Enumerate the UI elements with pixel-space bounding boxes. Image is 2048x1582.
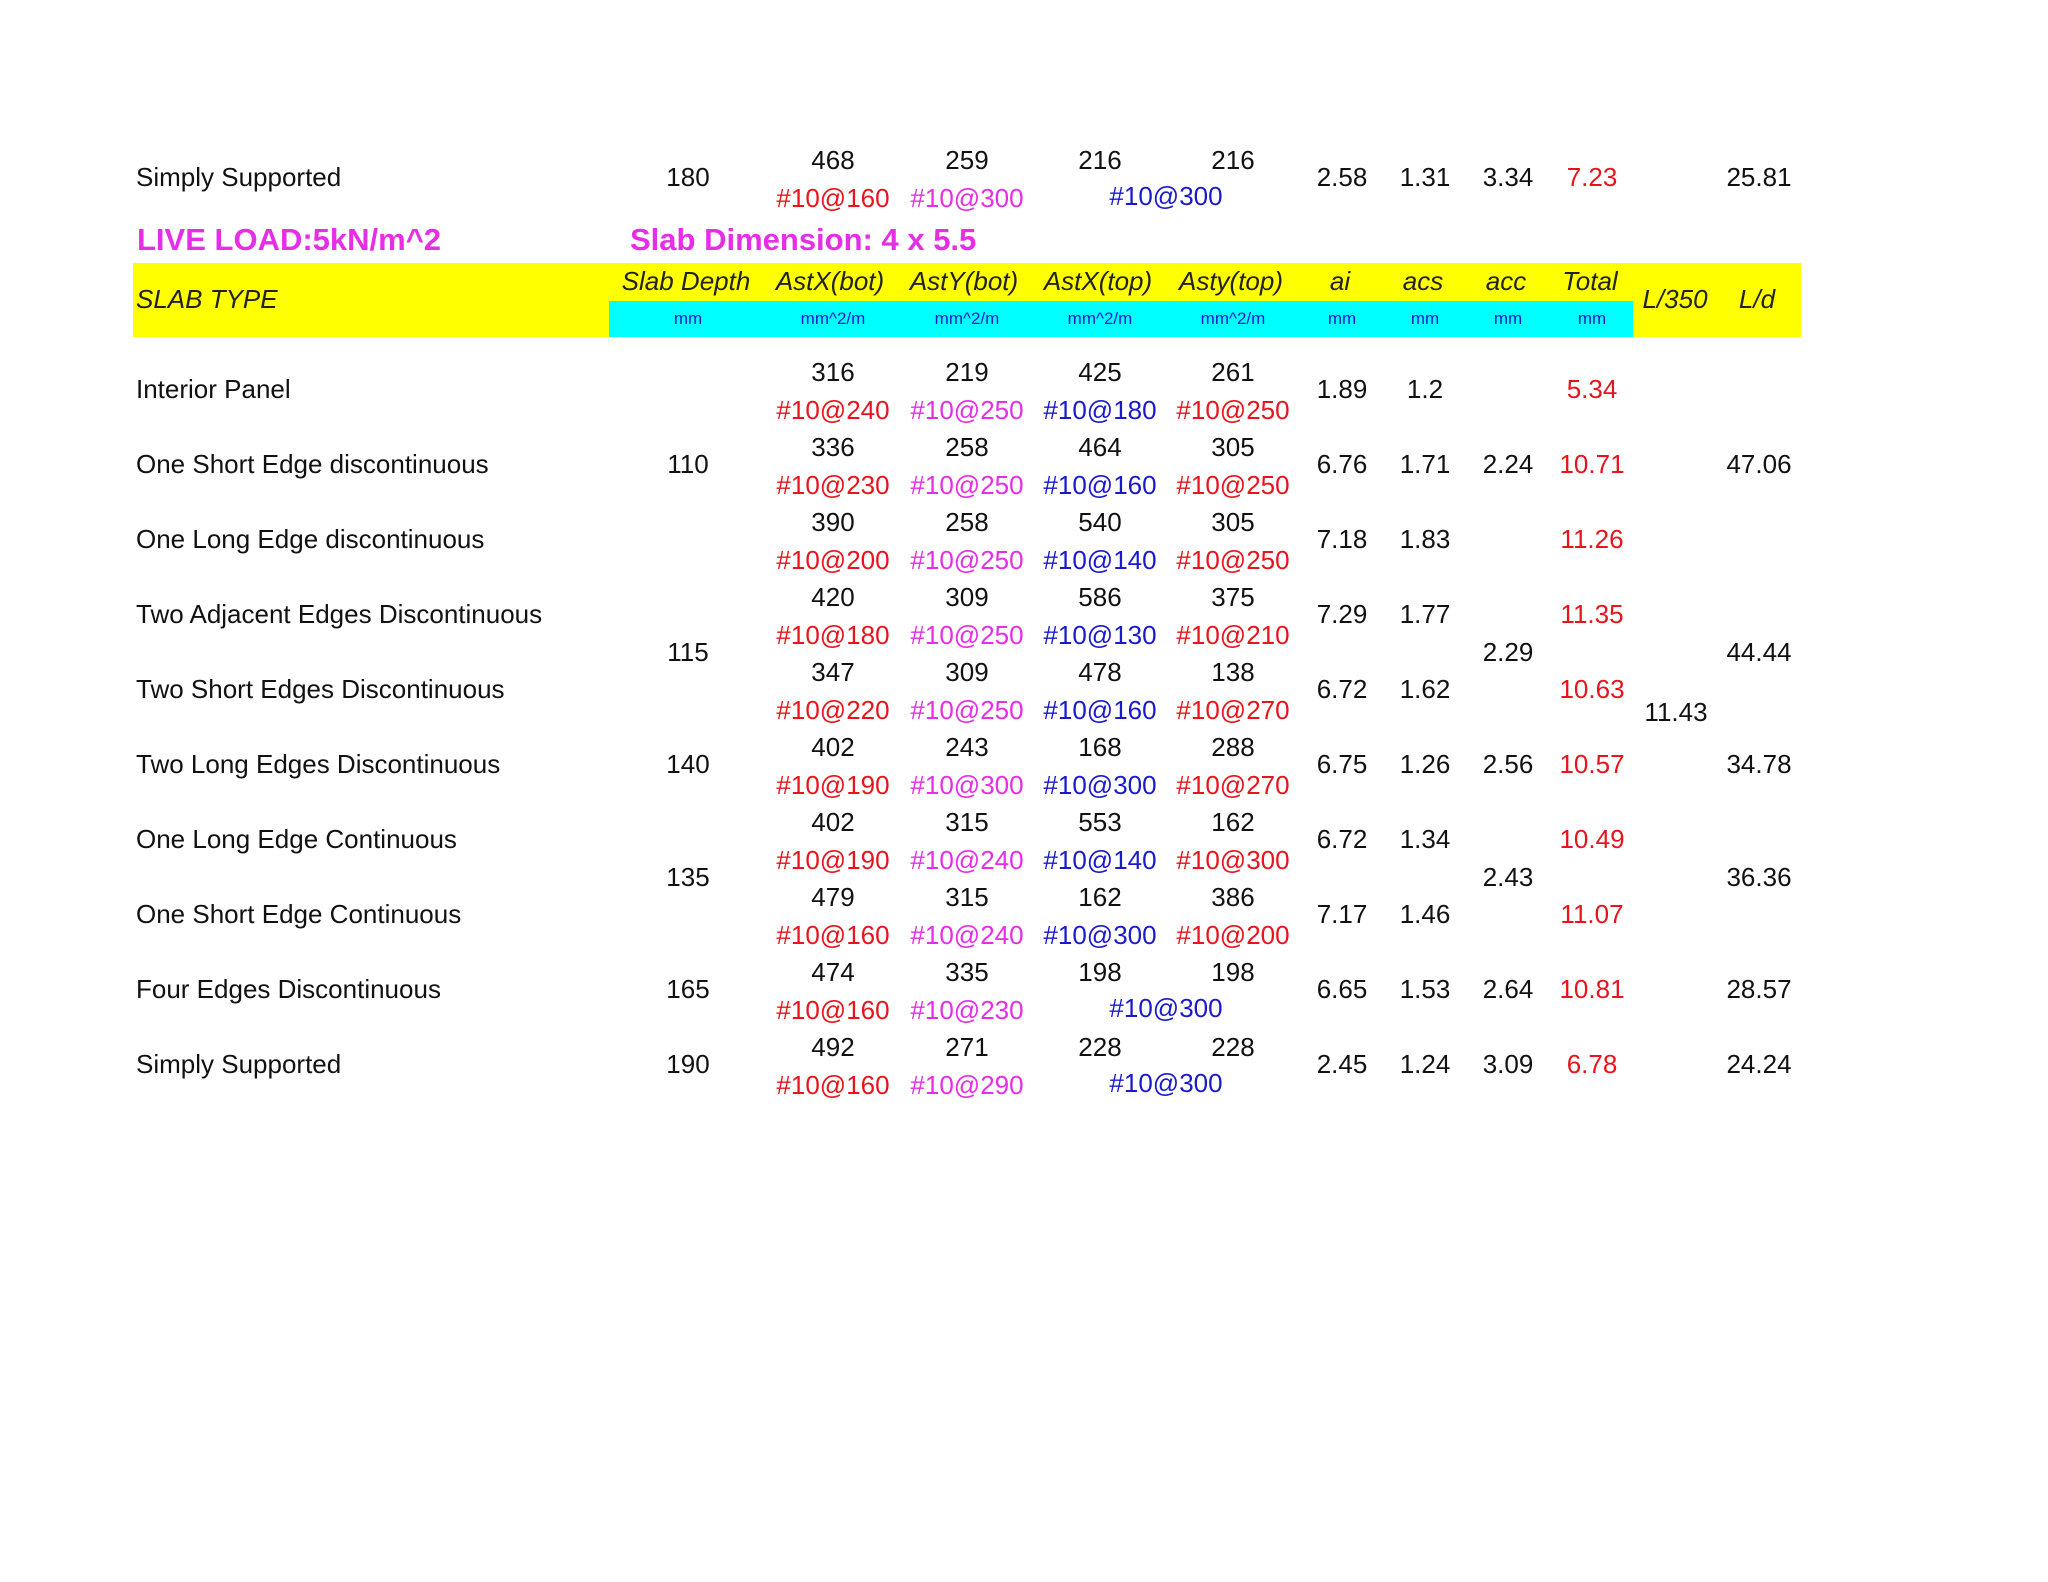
- row-astx-bot: 420: [811, 582, 855, 612]
- row-total: 5.34: [1566, 374, 1618, 404]
- row-astx-bot-bar: #10@220: [776, 695, 890, 725]
- row-asty-bot-bar: #10@250: [910, 545, 1024, 575]
- header-slab-type: SLAB TYPE: [136, 284, 278, 314]
- row-astx-top: 425: [1078, 357, 1122, 387]
- row-asty-bot-bar: #10@230: [910, 995, 1024, 1025]
- row-asty-top-bar: #10@270: [1176, 770, 1290, 800]
- row-slab-type: One Long Edge Continuous: [136, 824, 457, 854]
- row-astx-top: 228: [1078, 1032, 1122, 1062]
- row-astx-bot: 316: [811, 357, 855, 387]
- unit-asty-top: mm^2/m: [1200, 309, 1266, 328]
- row-acs: 1.34: [1399, 824, 1451, 854]
- row-astx-bot: 479: [811, 882, 855, 912]
- row-astx-top-bar: #10@130: [1043, 620, 1157, 650]
- row-astx-top-bar: #10@160: [1043, 695, 1157, 725]
- row-astx-bot-bar: #10@160: [776, 995, 890, 1025]
- row-slab-type: Two Long Edges Discontinuous: [136, 749, 501, 779]
- top-row-astx-bot-bar: #10@160: [776, 183, 890, 213]
- top-row-asty-bot: 259: [945, 145, 989, 175]
- row-top-bar: #10@300: [1109, 993, 1223, 1023]
- row-total: 11.35: [1560, 599, 1624, 629]
- row-asty-bot: 309: [945, 582, 989, 612]
- row-astx-bot-bar: #10@190: [776, 770, 890, 800]
- group-acc: 2.24: [1482, 449, 1534, 479]
- row-astx-bot-bar: #10@230: [776, 470, 890, 500]
- row-astx-top-bar: #10@160: [1043, 470, 1157, 500]
- group-slab-depth: 140: [666, 749, 710, 779]
- row-total: 6.78: [1566, 1049, 1618, 1079]
- group-slab-depth: 110: [667, 449, 709, 479]
- row-astx-bot: 402: [811, 807, 855, 837]
- row-slab-type: One Short Edge Continuous: [136, 899, 462, 929]
- row-asty-bot-bar: #10@240: [910, 920, 1024, 950]
- row-astx-bot-bar: #10@190: [776, 845, 890, 875]
- row-ai: 6.72: [1316, 674, 1368, 704]
- row-top-bar: #10@300: [1109, 1068, 1223, 1098]
- row-asty-top: 138: [1211, 657, 1255, 687]
- row-asty-top: 386: [1211, 882, 1255, 912]
- row-astx-top: 586: [1078, 582, 1122, 612]
- row-asty-top: 198: [1211, 957, 1255, 987]
- group-slab-depth: 165: [666, 974, 710, 1004]
- row-astx-top-bar: #10@300: [1043, 920, 1157, 950]
- row-asty-bot-bar: #10@300: [910, 770, 1024, 800]
- header-acs: acs: [1402, 266, 1444, 296]
- top-row-type: Simply Supported: [136, 162, 342, 192]
- row-astx-bot: 347: [811, 657, 855, 687]
- group-ld: 24.24: [1726, 1049, 1792, 1079]
- row-ai: 7.18: [1316, 524, 1368, 554]
- row-astx-bot: 402: [811, 732, 855, 762]
- row-astx-bot: 390: [811, 507, 855, 537]
- row-asty-top: 305: [1211, 507, 1255, 537]
- row-astx-bot-bar: #10@160: [776, 920, 890, 950]
- unit-astx-top: mm^2/m: [1067, 309, 1133, 328]
- row-asty-bot: 315: [945, 807, 989, 837]
- row-astx-top-bar: #10@180: [1043, 395, 1157, 425]
- row-asty-top-bar: #10@250: [1176, 545, 1290, 575]
- unit-acs: mm: [1410, 309, 1440, 328]
- top-row-ai: 2.58: [1316, 162, 1368, 192]
- group-acc: 3.09: [1482, 1049, 1534, 1079]
- unit-ai: mm: [1327, 309, 1357, 328]
- header-astx-bot: AstX(bot): [775, 266, 885, 296]
- top-row-acs: 1.31: [1399, 162, 1451, 192]
- header-slab-depth: Slab Depth: [621, 266, 751, 296]
- row-asty-bot: 271: [945, 1032, 989, 1062]
- row-asty-top: 228: [1211, 1032, 1255, 1062]
- top-row-total: 7.23: [1566, 162, 1618, 192]
- live-load-title: LIVE LOAD:5kN/m^2: [137, 222, 442, 257]
- unit-slab-depth: mm: [673, 309, 703, 328]
- row-asty-bot: 258: [945, 432, 989, 462]
- row-total: 10.81: [1559, 974, 1625, 1004]
- row-asty-top: 261: [1211, 357, 1255, 387]
- row-slab-type: Simply Supported: [136, 1049, 342, 1079]
- row-acs: 1.62: [1399, 674, 1451, 704]
- row-ai: 6.75: [1316, 749, 1368, 779]
- header-acc: acc: [1485, 266, 1527, 296]
- top-row-ld: 25.81: [1726, 162, 1792, 192]
- row-astx-top-bar: #10@140: [1043, 545, 1157, 575]
- row-asty-top: 288: [1211, 732, 1255, 762]
- group-ld: 28.57: [1726, 974, 1792, 1004]
- row-slab-type: Two Adjacent Edges Discontinuous: [136, 599, 543, 629]
- row-asty-bot-bar: #10@250: [910, 395, 1024, 425]
- row-acs: 1.53: [1399, 974, 1451, 1004]
- row-asty-bot: 219: [945, 357, 989, 387]
- row-astx-bot-bar: #10@160: [776, 1070, 890, 1100]
- group-slab-depth: 115: [667, 637, 709, 667]
- top-row-astx-top: 216: [1078, 145, 1122, 175]
- row-asty-bot-bar: #10@250: [910, 695, 1024, 725]
- header-ai: ai: [1329, 266, 1351, 296]
- row-asty-bot: 243: [945, 732, 989, 762]
- header-astx-top: AstX(top): [1043, 266, 1153, 296]
- row-ai: 6.65: [1316, 974, 1368, 1004]
- row-ai: 6.76: [1316, 449, 1368, 479]
- row-asty-bot: 309: [945, 657, 989, 687]
- group-ld: 34.78: [1726, 749, 1792, 779]
- row-astx-bot-bar: #10@240: [776, 395, 890, 425]
- row-acs: 1.26: [1399, 749, 1451, 779]
- row-astx-top-bar: #10@300: [1043, 770, 1157, 800]
- row-slab-type: Interior Panel: [136, 374, 291, 404]
- group-slab-depth: 190: [666, 1049, 710, 1079]
- row-slab-type: Two Short Edges Discontinuous: [136, 674, 505, 704]
- unit-acc: mm: [1493, 309, 1523, 328]
- row-acs: 1.77: [1399, 599, 1451, 629]
- top-row-asty-bot-bar: #10@300: [910, 183, 1024, 213]
- row-asty-top: 162: [1211, 807, 1255, 837]
- row-ai: 2.45: [1316, 1049, 1368, 1079]
- row-total: 11.26: [1560, 524, 1624, 554]
- row-asty-bot: 258: [945, 507, 989, 537]
- row-ai: 7.29: [1316, 599, 1368, 629]
- row-slab-type: One Long Edge discontinuous: [136, 524, 485, 554]
- row-asty-top-bar: #10@210: [1176, 620, 1290, 650]
- row-astx-top: 553: [1078, 807, 1122, 837]
- group-ld: 44.44: [1726, 637, 1792, 667]
- row-total: 10.49: [1559, 824, 1625, 854]
- l350-value: 11.43: [1644, 697, 1708, 727]
- row-total: 11.07: [1560, 899, 1624, 929]
- top-row-astx-bot: 468: [811, 145, 855, 175]
- top-row-top-bar: #10@300: [1109, 181, 1223, 211]
- group-acc: 2.29: [1482, 637, 1534, 667]
- header-total: Total: [1562, 266, 1618, 296]
- row-acs: 1.24: [1399, 1049, 1451, 1079]
- row-astx-top: 540: [1078, 507, 1122, 537]
- row-ai: 1.89: [1316, 374, 1368, 404]
- row-acs: 1.46: [1399, 899, 1451, 929]
- row-slab-type: One Short Edge discontinuous: [136, 449, 489, 479]
- row-asty-bot-bar: #10@250: [910, 470, 1024, 500]
- row-ai: 7.17: [1316, 899, 1368, 929]
- row-astx-bot-bar: #10@180: [776, 620, 890, 650]
- row-slab-type: Four Edges Discontinuous: [136, 974, 441, 1004]
- row-asty-top-bar: #10@200: [1176, 920, 1290, 950]
- row-total: 10.71: [1559, 449, 1625, 479]
- row-astx-top: 478: [1078, 657, 1122, 687]
- row-total: 10.63: [1559, 674, 1625, 704]
- header-l350: L/350: [1642, 284, 1708, 314]
- top-row-acc: 3.34: [1482, 162, 1534, 192]
- row-astx-top: 198: [1078, 957, 1122, 987]
- row-acs: 1.83: [1399, 524, 1451, 554]
- row-asty-bot: 315: [945, 882, 989, 912]
- row-asty-top-bar: #10@250: [1176, 470, 1290, 500]
- row-astx-top: 162: [1078, 882, 1122, 912]
- group-acc: 2.43: [1482, 862, 1534, 892]
- group-acc: 2.56: [1482, 749, 1534, 779]
- row-astx-bot: 492: [811, 1032, 855, 1062]
- unit-total: mm: [1577, 309, 1607, 328]
- row-total: 10.57: [1559, 749, 1625, 779]
- row-astx-top: 168: [1078, 732, 1122, 762]
- header-ld: L/d: [1738, 284, 1776, 314]
- slab-dimension-title: Slab Dimension: 4 x 5.5: [630, 222, 977, 257]
- group-ld: 47.06: [1726, 449, 1792, 479]
- row-asty-top: 305: [1211, 432, 1255, 462]
- group-acc: 2.64: [1482, 974, 1534, 1004]
- group-slab-depth: 135: [666, 862, 710, 892]
- row-asty-bot-bar: #10@250: [910, 620, 1024, 650]
- row-asty-top: 375: [1211, 582, 1255, 612]
- row-ai: 6.72: [1316, 824, 1368, 854]
- row-astx-top-bar: #10@140: [1043, 845, 1157, 875]
- header-asty-bot: AstY(bot): [909, 266, 1019, 296]
- row-astx-top: 464: [1078, 432, 1122, 462]
- row-asty-bot-bar: #10@240: [910, 845, 1024, 875]
- row-astx-bot: 474: [811, 957, 855, 987]
- unit-astx-bot: mm^2/m: [800, 309, 866, 328]
- header-asty-top: Asty(top): [1178, 266, 1284, 296]
- top-row-asty-top: 216: [1211, 145, 1255, 175]
- unit-asty-bot: mm^2/m: [934, 309, 1000, 328]
- row-asty-top-bar: #10@250: [1176, 395, 1290, 425]
- row-astx-bot-bar: #10@200: [776, 545, 890, 575]
- row-asty-top-bar: #10@300: [1176, 845, 1290, 875]
- row-acs: 1.2: [1406, 374, 1444, 404]
- row-acs: 1.71: [1399, 449, 1451, 479]
- row-asty-top-bar: #10@270: [1176, 695, 1290, 725]
- row-asty-bot: 335: [945, 957, 989, 987]
- row-astx-bot: 336: [811, 432, 855, 462]
- top-row-depth: 180: [666, 162, 710, 192]
- row-asty-bot-bar: #10@290: [910, 1070, 1024, 1100]
- group-ld: 36.36: [1726, 862, 1792, 892]
